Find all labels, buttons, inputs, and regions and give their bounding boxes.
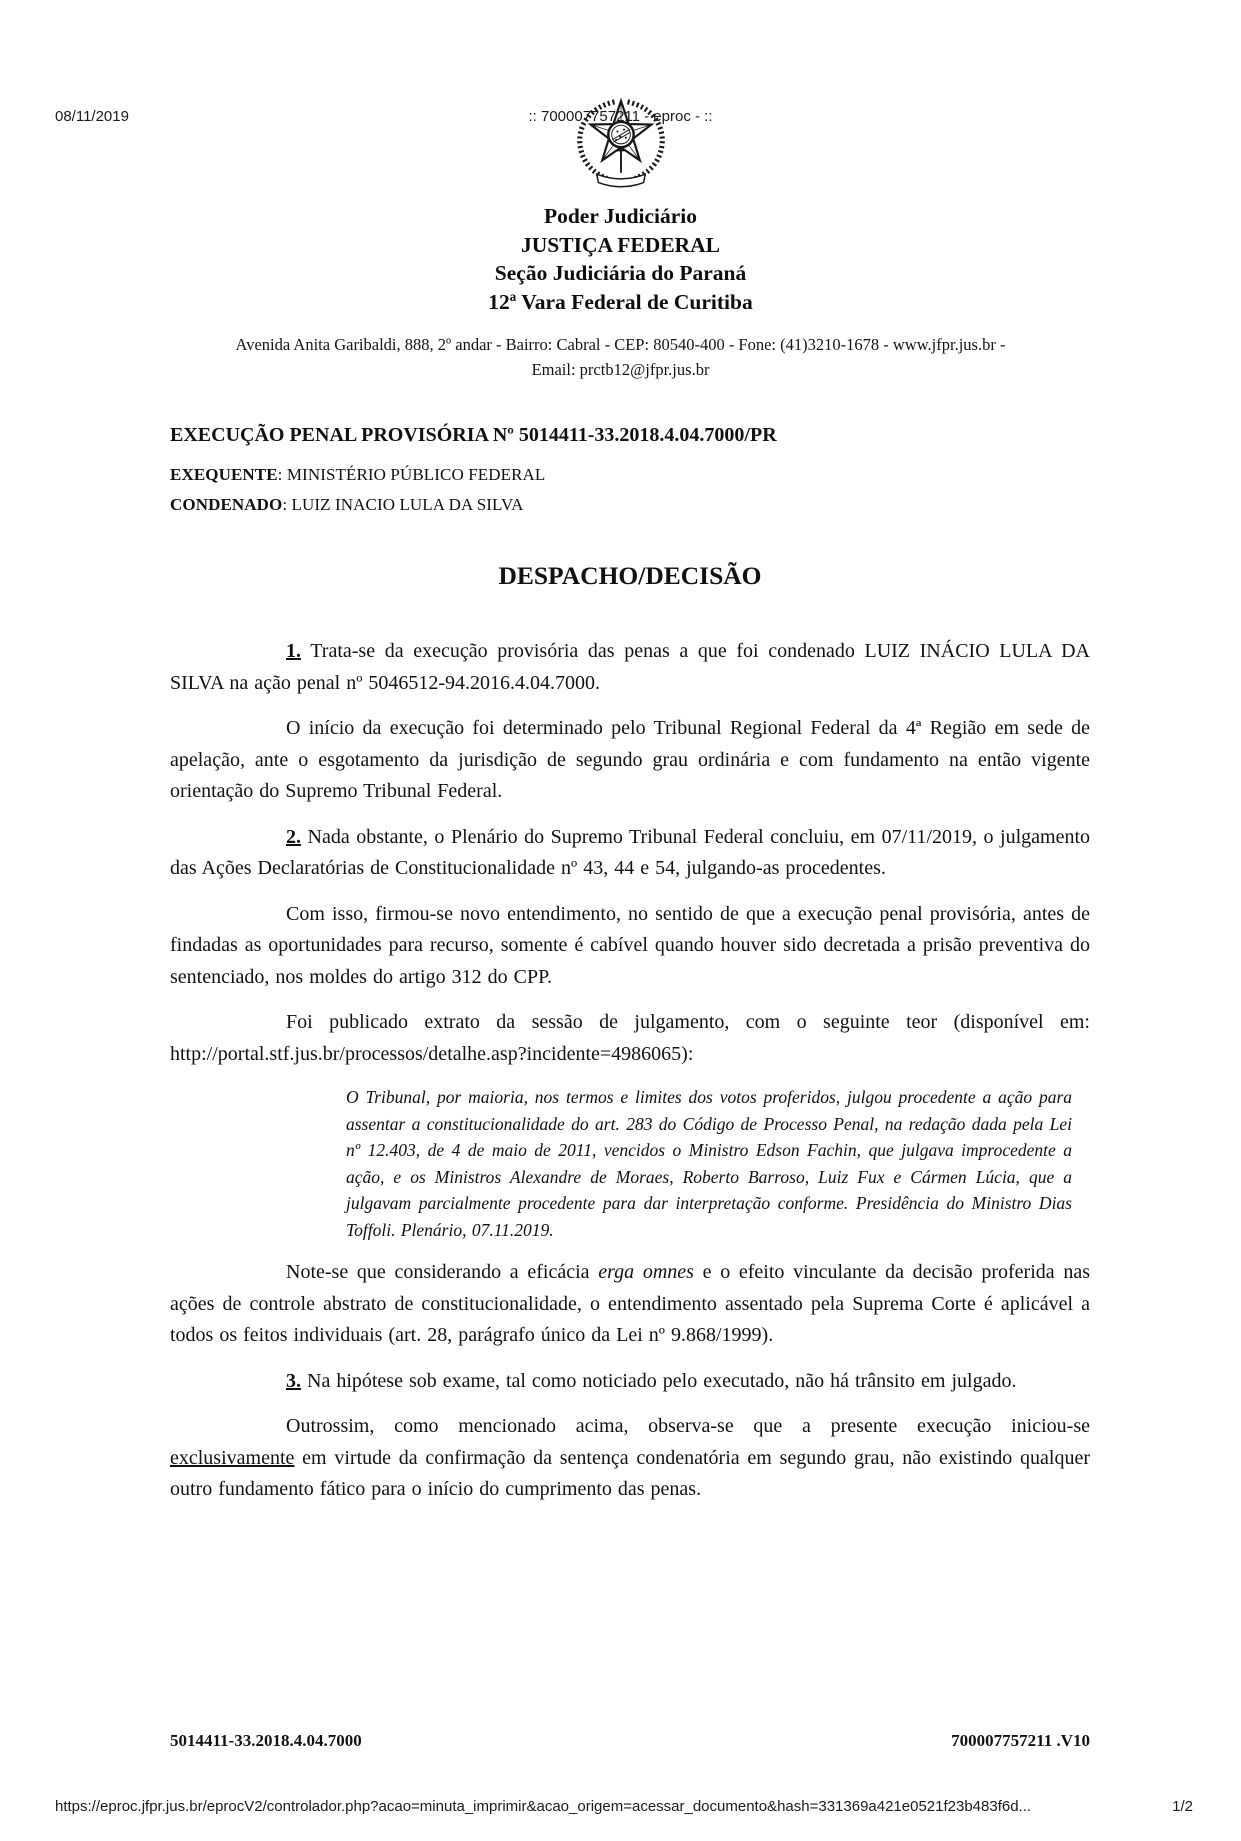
letterhead-poder-judiciario: Poder Judiciário bbox=[543, 204, 698, 228]
paragraph-2b: Foi publicado extrato da sessão de julgamento, com o seguinte teor (disponível em: http://portal.stf.jus.br/processos/detalhe.asp?incidente=4986065): bbox=[170, 1011, 1090, 1065]
court-letterhead bbox=[0, 86, 1241, 382]
party-separator: : bbox=[277, 465, 287, 484]
print-date: 08/11/2019 bbox=[55, 108, 129, 125]
print-preview-page bbox=[0, 86, 1241, 1841]
print-title: :: 700007757211 - eproc - :: bbox=[528, 108, 713, 125]
paragraph-3: 3. Na hipótese sob exame, tal como noticiado pelo executado, não há trânsito em julgado. bbox=[286, 1369, 1017, 1392]
judgment-extract-quote: O Tribunal, por maioria, nos termos e limites dos votos proferidos, julgou procedente a ação para assentar a constitucionalidade do art. 283 do Código de Processo Penal, na redação dada pela Lei nº 12.403, de 4 de maio de 2011, vencidos o Ministro Edson Fachin, que julgava improcedente a ação, e os Ministros Alexandre de Moraes, Roberto Barroso, Luiz Fux e Cármen Lúcia, que a julgavam parcialmente procedente para dar interpretação conforme. Presidência do Ministro Dias Toffoli. Plenário, 07.11.2019. bbox=[346, 1087, 1072, 1240]
decision-heading: DESPACHO/DECISÃO bbox=[498, 561, 762, 590]
print-page-number: 1/2 bbox=[1172, 1798, 1193, 1815]
letterhead-secao-judiciaria: Seção Judiciária do Paraná bbox=[494, 261, 747, 285]
court-address-line2: Email: prctb12@jfpr.jus.br bbox=[531, 360, 710, 379]
letterhead-vara-federal: 12ª Vara Federal de Curitiba bbox=[488, 289, 753, 314]
case-title: EXECUÇÃO PENAL PROVISÓRIA Nº 5014411-33.2018.4.04.7000/PR bbox=[170, 424, 777, 446]
case-parties bbox=[170, 460, 1090, 520]
print-url: https://eproc.jfpr.jus.br/eprocV2/controlador.php?acao=minuta_imprimir&acao_origem=acessar_documento&hash=331369a421e0521f23b483f6d... bbox=[55, 1798, 1032, 1815]
brazil-coat-of-arms-icon bbox=[562, 86, 680, 198]
party-role: EXEQUENTE bbox=[170, 465, 278, 484]
paragraph-2a: Com isso, firmou-se novo entendimento, no sentido de que a execução penal provisória, antes de findadas as oportunidades para recurso, somente é cabível quando houver sido decretada a prisão preventiva do sentenciado, nos moldes do artigo 312 do CPP. bbox=[170, 902, 1090, 988]
paragraph-3a: Outrossim, como mencionado acima, observa-se que a presente execução iniciou-se exclusivamente em virtude da confirmação da sentença condenatória em segundo grau, não existindo qualquer outro fundamento fático para o início do cumprimento das penas. bbox=[170, 1415, 1090, 1500]
party-exequente bbox=[170, 460, 1090, 490]
paragraph-1a: O início da execução foi determinado pelo Tribunal Regional Federal da 4ª Região em sede de apelação, ante o esgotamento da jurisdição de segundo grau ordinária e com fundamento na então vigente orientação do Supremo Tribunal Federal. bbox=[170, 717, 1090, 802]
footer-case-number: 5014411-33.2018.4.04.7000 bbox=[170, 1731, 362, 1750]
browser-print-footer bbox=[55, 1798, 1193, 1815]
paragraph-1: 1. Trata-se da execução provisória das penas a que foi condenado LUIZ INÁCIO LULA DA SILVA na ação penal nº 5046512-94.2016.4.04.7000. bbox=[170, 640, 1090, 694]
browser-print-header bbox=[0, 108, 1241, 130]
party-role: CONDENADO bbox=[170, 495, 283, 514]
party-name: MINISTÉRIO PÚBLICO FEDERAL bbox=[286, 465, 546, 484]
party-separator: : bbox=[282, 495, 292, 514]
court-address bbox=[0, 332, 1241, 382]
document-footer bbox=[170, 1731, 1090, 1751]
document-body bbox=[170, 636, 1090, 1506]
paragraph-2c: Note-se que considerando a eficácia erga omnes e o efeito vinculante da decisão proferida nas ações de controle abstrato de constitucionalidade, o entendimento assentado pela Suprema Corte é aplicável a todos os feitos individuais (art. 28, parágrafo único da Lei nº 9.868/1999). bbox=[170, 1261, 1090, 1346]
paragraph-2: 2. Nada obstante, o Plenário do Supremo Tribunal Federal concluiu, em 07/11/2019, o julgamento das Ações Declaratórias de Constitucionalidade nº 43, 44 e 54, julgando-as procedentes. bbox=[170, 825, 1090, 879]
document-content bbox=[170, 422, 1090, 1506]
party-name: LUIZ INACIO LULA DA SILVA bbox=[291, 495, 524, 514]
letterhead-justica-federal: JUSTIÇA FEDERAL bbox=[521, 232, 720, 257]
court-address-line1: Avenida Anita Garibaldi, 888, 2º andar - Bairro: Cabral - CEP: 80540-400 - Fone: (41)3210-1678 - www.jfpr.jus.br - bbox=[235, 335, 1006, 354]
party-condenado bbox=[170, 490, 1090, 520]
footer-doc-version: 700007757211 .V10 bbox=[951, 1731, 1090, 1750]
